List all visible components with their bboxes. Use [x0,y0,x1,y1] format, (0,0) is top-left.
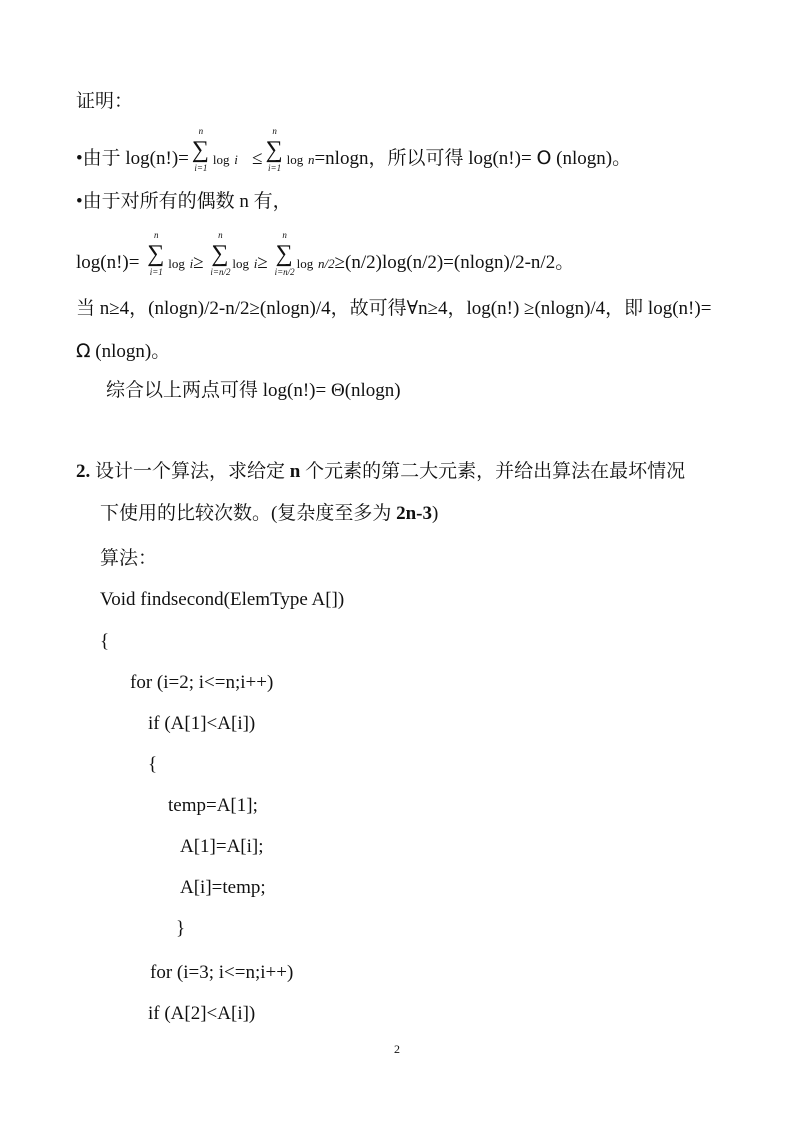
proof-equation: log(n!)= n ∑ i=1 log i≥ n ∑ i=n/2 log i≥ n ∑ i=n/2 log n/2≥(n/2)log(n/2)=(nlogn)/2-n/2。 [76,230,575,277]
page-number: 2 [394,1042,400,1056]
code-line-2: { [100,631,110,652]
sum-symbol: n ∑ i=1 [265,126,283,173]
sum-symbol: n ∑ i=n/2 [210,230,231,277]
proof-heading: 证明： [76,91,134,112]
sum-symbol: n ∑ i=1 [147,230,165,277]
code-line-10: for (i=3; i<=n;i++) [150,962,294,983]
proof-conclusion: 综合以上两点可得 log(n!)= Θ(nlogn) [106,380,401,401]
code-line-11: if (A[2]<A[i]) [148,1003,256,1024]
code-line-7: A[1]=A[i]; [180,836,264,857]
code-line-9: } [176,918,186,939]
question-number: 2. [76,461,91,482]
code-line-5: { [148,754,158,775]
code-line-3: for (i=2; i<=n;i++) [130,672,274,693]
bullet-dot: • [76,148,83,169]
question-2-line-1: 2. 设计一个算法，求给定 n 个元素的第二大元素，并给出算法在最坏情况 [76,461,686,482]
proof-bullet-1: •由于 log(n!)= n ∑ i=1 log i ≤ n ∑ i=1 log n=nlogn，所以可得 log(n!)= O (nlogn)。 [76,126,632,173]
code-line-6: temp=A[1]; [168,795,258,816]
code-line-1: Void findsecond(ElemType A[]) [100,589,345,610]
code-line-8: A[i]=temp; [180,877,266,898]
proof-omega-line: Ω (nlogn)。 [76,340,171,362]
big-o-symbol: O [536,147,552,169]
sum-symbol: n ∑ i=1 [191,126,209,173]
code-line-4: if (A[1]<A[i]) [148,713,256,734]
proof-bullet-2: •由于对所有的偶数 n 有， [76,191,292,212]
sum-symbol: n ∑ i=n/2 [274,230,295,277]
proof-when-line: 当 n≥4，(nlogn)/2-n/2≥(nlogn)/4，故可得∀n≥4，log(n!) ≥(nlogn)/4，即 log(n!)= [76,298,712,319]
bullet1-lhs: 由于 log(n!)= [82,148,189,169]
bullet-dot: • [76,191,83,212]
question-2-line-2: 下使用的比较次数。(复杂度至多为 2n-3) [100,503,439,524]
omega-symbol: Ω [76,340,91,362]
algorithm-label: 算法： [100,548,158,569]
